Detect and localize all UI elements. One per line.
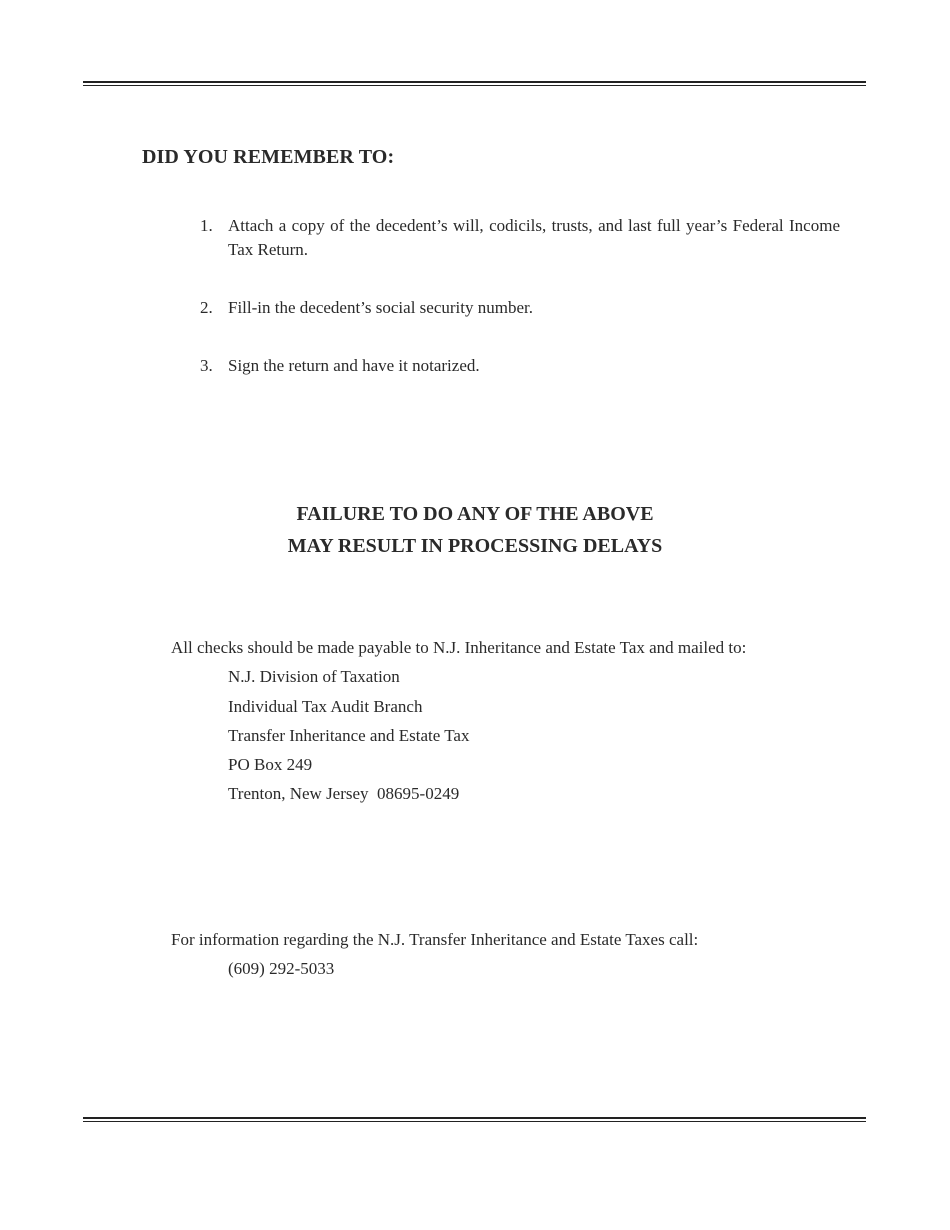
address-line: Individual Tax Audit Branch xyxy=(228,696,423,716)
warning-line-2: MAY RESULT IN PROCESSING DELAYS xyxy=(287,535,663,557)
payment-intro: All checks should be made payable to N.J. Inheritance and Estate Tax and mailed to: xyxy=(171,638,747,657)
info-intro: For information regarding the N.J. Transfer Inheritance and Estate Taxes call: xyxy=(171,930,699,949)
processing-warning xyxy=(0,498,950,562)
top-rule xyxy=(83,81,866,86)
checklist-item xyxy=(200,296,840,320)
item-text: Sign the return and have it notarized. xyxy=(228,356,480,375)
address-line: Trenton, New Jersey 08695-0249 xyxy=(228,784,460,804)
checklist-item xyxy=(200,214,840,262)
item-number: 1. xyxy=(200,216,213,235)
item-text: Fill-in the decedent’s social security number. xyxy=(228,298,533,317)
address-line: PO Box 249 xyxy=(228,755,313,775)
warning-line-1: FAILURE TO DO ANY OF THE ABOVE xyxy=(296,503,654,525)
address-line: N.J. Division of Taxation xyxy=(228,667,400,687)
contact-info xyxy=(171,925,698,984)
bottom-rule xyxy=(83,1117,866,1122)
payment-instructions xyxy=(171,633,746,809)
reminder-checklist xyxy=(200,214,840,378)
checklist-heading: DID YOU REMEMBER TO: xyxy=(142,146,395,168)
phone-number: (609) 292-5033 xyxy=(228,959,335,979)
item-number: 3. xyxy=(200,356,213,375)
item-text: Attach a copy of the decedent’s will, codicils, trusts, and last full year’s Federal Income Tax Return. xyxy=(228,216,840,259)
item-number: 2. xyxy=(200,298,213,317)
mailing-address xyxy=(171,662,746,808)
checklist-item xyxy=(200,354,840,378)
address-line: Transfer Inheritance and Estate Tax xyxy=(228,725,470,745)
